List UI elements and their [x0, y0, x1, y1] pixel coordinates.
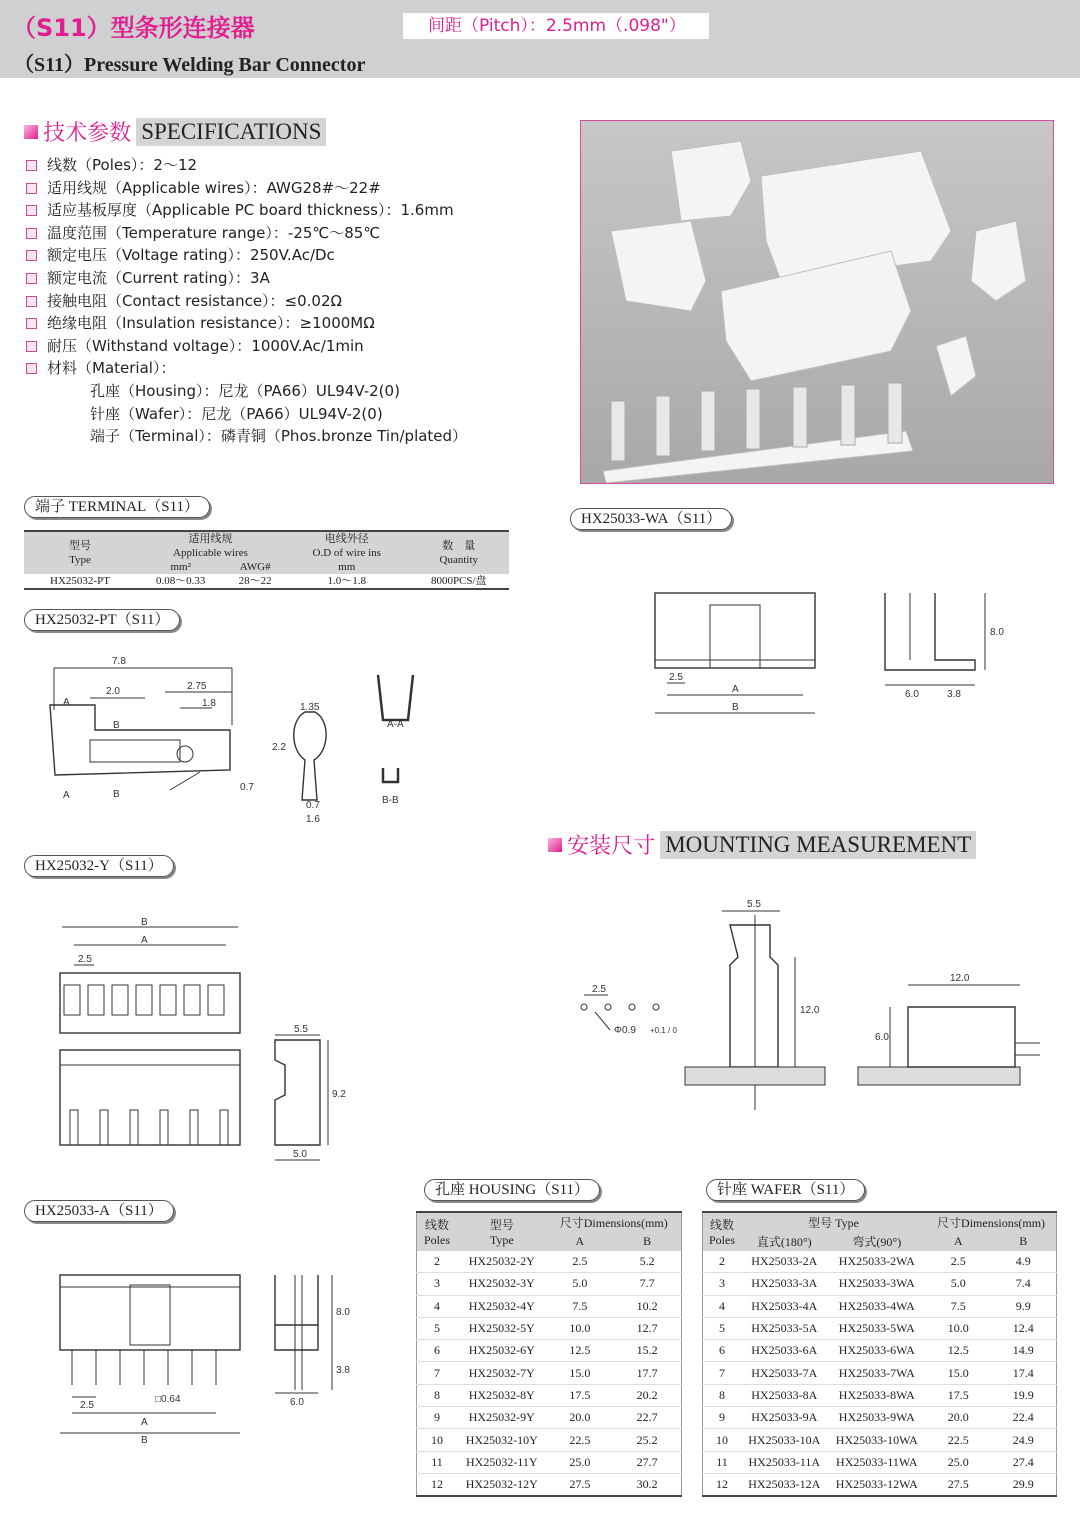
th-b: B [613, 1232, 681, 1251]
svg-text:5.5: 5.5 [747, 899, 761, 910]
svg-text:B: B [732, 702, 739, 713]
svg-text:0.7: 0.7 [306, 800, 320, 811]
svg-text:Φ0.9: Φ0.9 [614, 1025, 636, 1036]
table-row: 3 HX25033-3A HX25033-3WA 5.0 7.4 [703, 1273, 1057, 1295]
th-awg: AWG# [225, 560, 285, 574]
product-photo [580, 120, 1054, 484]
svg-text:2.5: 2.5 [78, 954, 92, 965]
spec-item: 温度范围（Temperature range）：-25℃～85℃ [26, 222, 467, 245]
svg-text:8.0: 8.0 [336, 1307, 350, 1318]
table-row: 8 HX25032-8Y 17.5 20.2 [417, 1384, 682, 1406]
table-row: HX25032-PT 0.08～0.33 28～22 1.0～1.8 8000PCS/盘 [50, 575, 487, 587]
svg-text:12.0: 12.0 [950, 973, 970, 984]
th-bent: 弯式(90°) [828, 1232, 927, 1251]
svg-text:A: A [141, 1417, 148, 1428]
bullet-icon [26, 318, 37, 329]
svg-text:1.35: 1.35 [300, 702, 320, 713]
th-poles: 线数 Poles [703, 1212, 742, 1251]
housing-table [416, 1211, 682, 1497]
th-type: 型号 Type [741, 1212, 926, 1232]
svg-text:A: A [141, 935, 148, 946]
th-mm: mm [285, 560, 409, 574]
svg-text:2.0: 2.0 [106, 686, 120, 697]
bullet-icon [26, 296, 37, 307]
table-row: 3 HX25032-3Y 5.0 7.7 [417, 1273, 682, 1295]
spec-item: 额定电流（Current rating）：3A [26, 267, 467, 290]
th-b: B [991, 1232, 1057, 1251]
bullet-icon [26, 273, 37, 284]
a-label: HX25033-A（S11） [24, 1200, 174, 1222]
y-drawing [50, 915, 360, 1175]
svg-text:9.2: 9.2 [332, 1089, 346, 1100]
bullet-icon [26, 205, 37, 216]
svg-text:2.75: 2.75 [187, 681, 207, 692]
mount-title-en: MOUNTING MEASUREMENT [660, 831, 976, 859]
spec-title-cn: 技术参数 [43, 121, 132, 146]
housing-label: 孔座 HOUSING（S11） [424, 1179, 600, 1201]
svg-text:6.0: 6.0 [290, 1397, 304, 1408]
bullet-square-icon [548, 838, 562, 852]
pt-label: HX25032-PT（S11） [24, 609, 180, 631]
th-od: 电线外径 O.D of wire ins [285, 531, 409, 560]
svg-text:B: B [141, 1435, 148, 1445]
svg-text:3.8: 3.8 [336, 1365, 350, 1376]
bullet-icon [26, 250, 37, 261]
spec-item: 额定电压（Voltage rating）：250V.Ac/Dc [26, 244, 467, 267]
svg-text:B: B [113, 789, 120, 800]
spec-item: 线数（Poles）：2～12 [26, 154, 467, 177]
th-dim: 尺寸Dimensions(mm) [926, 1212, 1056, 1232]
svg-text:A: A [732, 684, 739, 695]
spec-item: 耐压（Withstand voltage）：1000V.Ac/1min [26, 335, 467, 358]
svg-text:+0.1 / 0: +0.1 / 0 [650, 1026, 677, 1035]
th-type: 型号 Type [457, 1212, 547, 1251]
table-row: 11 HX25033-11A HX25033-11WA 25.0 27.4 [703, 1451, 1057, 1473]
svg-text:5.0: 5.0 [293, 1149, 307, 1160]
mount-drawing [570, 895, 1060, 1120]
th-type: 型号 Type [24, 531, 136, 574]
th-straight: 直式(180°) [741, 1232, 828, 1251]
table-row: 8 HX25033-8A HX25033-8WA 17.5 19.9 [703, 1384, 1057, 1406]
bullet-icon [26, 363, 37, 374]
bullet-icon [26, 183, 37, 194]
table-row: 10 HX25033-10A HX25033-10WA 22.5 24.9 [703, 1429, 1057, 1451]
table-row: 5 HX25033-5A HX25033-5WA 10.0 12.4 [703, 1317, 1057, 1339]
th-poles: 线数 Poles [417, 1212, 458, 1251]
table-row: 2 HX25033-2A HX25033-2WA 2.5 4.9 [703, 1251, 1057, 1273]
table-row: 12 HX25033-12A HX25033-12WA 27.5 29.9 [703, 1473, 1057, 1496]
th-a: A [547, 1232, 614, 1251]
th-a: A [926, 1232, 990, 1251]
wa-label: HX25033-WA（S11） [570, 508, 732, 530]
wafer-label: 针座 WAFER（S11） [706, 1179, 865, 1201]
svg-text:B: B [141, 917, 148, 928]
spec-list [26, 154, 467, 448]
svg-text:3.8: 3.8 [947, 689, 961, 700]
svg-text:6.0: 6.0 [875, 1032, 889, 1043]
pitch-text: 间距（Pitch）：2.5mm（.098"） [428, 16, 686, 36]
a-drawing [50, 1265, 360, 1445]
table-row: 6 HX25032-6Y 12.5 15.2 [417, 1340, 682, 1362]
spec-item: 接触电阻（Contact resistance）：≤0.02Ω [26, 290, 467, 313]
table-row: 12 HX25032-12Y 27.5 30.2 [417, 1473, 682, 1496]
svg-text:5.5: 5.5 [294, 1024, 308, 1035]
wa-drawing [645, 585, 1005, 735]
svg-text:B: B [113, 720, 120, 731]
svg-text:8.0: 8.0 [990, 627, 1004, 638]
spec-item: 绝缘电阻（Insulation resistance）：≥1000MΩ [26, 312, 467, 335]
th-qty: 数 量 Quantity [409, 531, 509, 574]
th-dim: 尺寸Dimensions(mm) [547, 1212, 682, 1232]
svg-text:A: A [63, 790, 70, 801]
bullet-icon [26, 341, 37, 352]
mount-title-cn: 安装尺寸 [567, 834, 656, 859]
material-item: 端子（Terminal）：磷青铜（Phos.bronze Tin/plated） [90, 427, 468, 446]
spec-heading [24, 116, 326, 147]
svg-text:2.5: 2.5 [80, 1400, 94, 1411]
pt-drawing [40, 650, 440, 830]
page-title-en: （S11）Pressure Welding Bar Connector [14, 54, 366, 76]
table-row: 4 HX25032-4Y 7.5 10.2 [417, 1295, 682, 1317]
table-row: 9 HX25033-9A HX25033-9WA 20.0 22.4 [703, 1407, 1057, 1429]
svg-text:6.0: 6.0 [905, 689, 919, 700]
pitch-box [403, 13, 709, 39]
svg-text:□0.64: □0.64 [155, 1394, 181, 1405]
bullet-icon [26, 160, 37, 171]
mount-heading [548, 829, 976, 860]
spec-item: 适用线规（Applicable wires）：AWG28#～22# [26, 177, 467, 200]
table-row: 7 HX25033-7A HX25033-7WA 15.0 17.4 [703, 1362, 1057, 1384]
svg-text:A-A: A-A [387, 719, 404, 730]
table-row: 9 HX25032-9Y 20.0 22.7 [417, 1407, 682, 1429]
wafer-table [702, 1211, 1057, 1497]
table-row: 2 HX25032-2Y 2.5 5.2 [417, 1251, 682, 1273]
svg-text:12.0: 12.0 [800, 1005, 820, 1016]
material-item: 针座（Wafer）：尼龙（PA66）UL94V-2(0) [90, 404, 383, 423]
table-row: 11 HX25032-11Y 25.0 27.7 [417, 1451, 682, 1473]
table-row: 4 HX25033-4A HX25033-4WA 7.5 9.9 [703, 1295, 1057, 1317]
table-row: 7 HX25032-7Y 15.0 17.7 [417, 1362, 682, 1384]
svg-text:1.6: 1.6 [306, 814, 320, 825]
product-photo-illustration [581, 121, 1053, 483]
spec-item: 适应基板厚度（Applicable PC board thickness）：1.6mm [26, 199, 467, 222]
spec-title-en: SPECIFICATIONS [136, 118, 326, 146]
y-label: HX25032-Y（S11） [24, 855, 174, 877]
terminal-table [24, 530, 509, 590]
svg-text:2.5: 2.5 [592, 984, 606, 995]
svg-text:A: A [63, 697, 70, 708]
spec-item: 材料（Material）： [26, 357, 467, 380]
svg-text:B-B: B-B [382, 795, 399, 806]
page-title-cn: （S11）型条形连接器 [12, 14, 255, 42]
table-row: 6 HX25033-6A HX25033-6WA 12.5 14.9 [703, 1340, 1057, 1362]
svg-text:7.8: 7.8 [112, 656, 126, 667]
th-mm2: mm² [136, 560, 225, 574]
svg-text:1.8: 1.8 [202, 698, 216, 709]
material-item: 孔座（Housing）：尼龙（PA66）UL94V-2(0) [90, 381, 400, 400]
svg-text:2.5: 2.5 [669, 672, 683, 683]
table-row: 10 HX25032-10Y 22.5 25.2 [417, 1429, 682, 1451]
bullet-icon [26, 228, 37, 239]
svg-text:0.7: 0.7 [240, 782, 254, 793]
bullet-square-icon [24, 125, 38, 139]
terminal-label: 端子 TERMINAL（S11） [24, 496, 210, 518]
table-row: 5 HX25032-5Y 10.0 12.7 [417, 1317, 682, 1339]
svg-text:2.2: 2.2 [272, 742, 286, 753]
th-wire: 适用线规 Applicable wires [136, 531, 285, 560]
